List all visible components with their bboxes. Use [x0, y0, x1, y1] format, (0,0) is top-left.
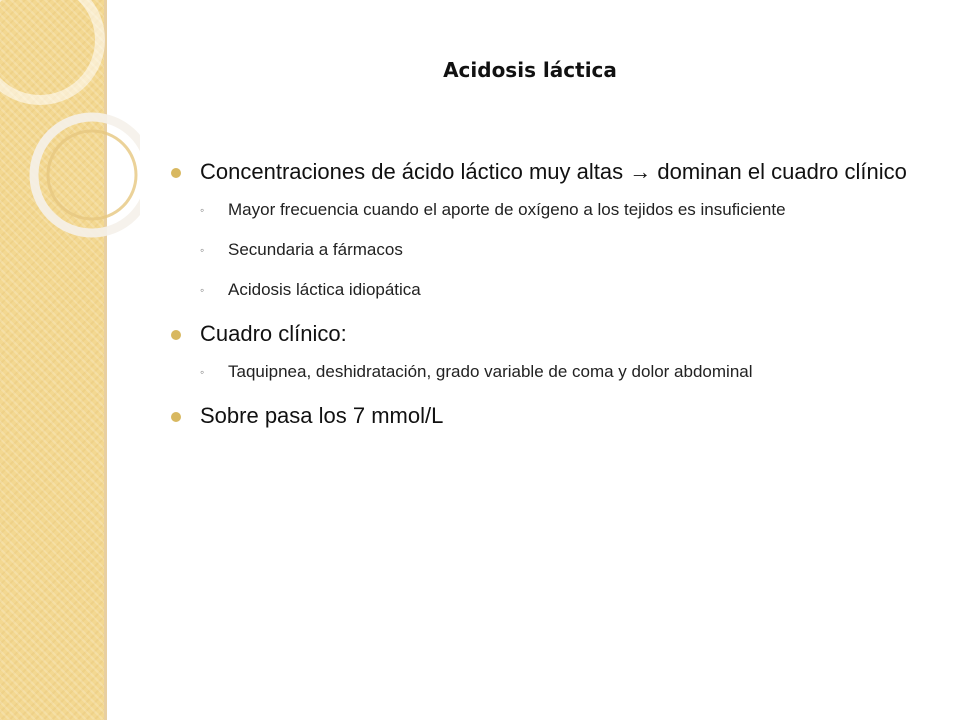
- ring-bullet-icon: ◦: [200, 203, 205, 217]
- bullet-text-after-arrow: dominan el cuadro clínico: [657, 159, 907, 184]
- sub-bullet-text: Mayor frecuencia cuando el aporte de oxígeno a los tejidos es insuficiente: [228, 200, 786, 219]
- bullet-dot-icon: [171, 412, 181, 422]
- slide-title: Acidosis láctica: [443, 58, 617, 82]
- ring-bullet-icon: ◦: [200, 283, 205, 297]
- sub-bullet-item: [160, 238, 920, 262]
- bullet-dot-icon: [171, 168, 181, 178]
- sub-list-concentraciones: [160, 198, 920, 302]
- sub-list-cuadro-clinico: [160, 360, 920, 384]
- sub-bullet-item: [160, 198, 920, 222]
- sub-bullet-text: Taquipnea, deshidratación, grado variable de coma y dolor abdominal: [228, 362, 753, 381]
- decorative-circles: [0, 0, 140, 260]
- sub-bullet-item: [160, 360, 920, 384]
- bullet-dot-icon: [171, 330, 181, 340]
- bullet-list: [160, 156, 920, 446]
- sub-bullet-text: Secundaria a fármacos: [228, 240, 403, 259]
- bullet-item-sobre-pasa: [160, 400, 920, 432]
- bullet-item-cuadro-clinico: [160, 318, 920, 350]
- sub-bullet-text: Acidosis láctica idiopática: [228, 280, 421, 299]
- decorative-ring-large: [0, 0, 100, 100]
- decorative-ring-medium: [34, 117, 140, 233]
- bullet-text: Cuadro clínico:: [200, 321, 347, 346]
- sub-bullet-item: [160, 278, 920, 302]
- bullet-item-concentraciones: [160, 156, 920, 188]
- ring-bullet-icon: ◦: [200, 243, 205, 257]
- decorative-ring-inner: [48, 131, 136, 219]
- bullet-text-before-arrow: Concentraciones de ácido láctico muy altas: [200, 159, 624, 184]
- ring-bullet-icon: ◦: [200, 365, 205, 379]
- arrow-icon: →: [629, 159, 652, 184]
- bullet-text: Sobre pasa los 7 mmol/L: [200, 403, 444, 428]
